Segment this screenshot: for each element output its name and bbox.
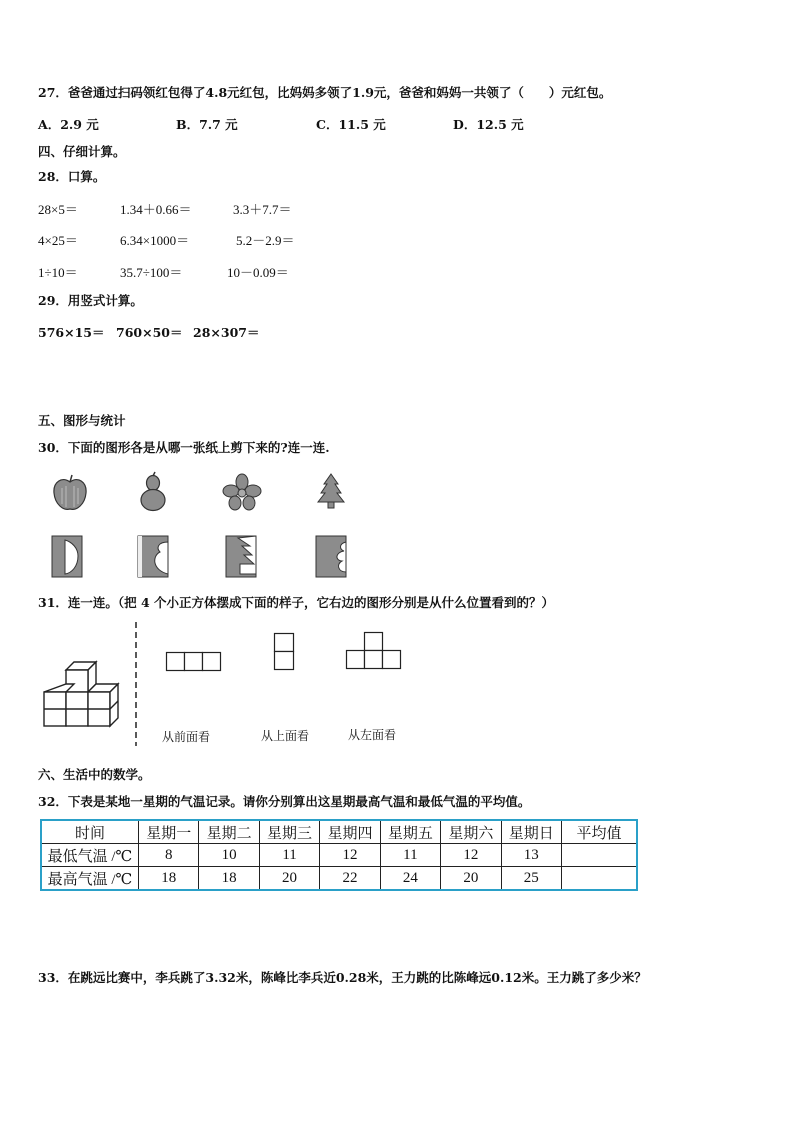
tree-cutout-icon xyxy=(226,536,258,578)
table-header-cell: 星期二 xyxy=(199,820,259,844)
mental-calc-item: 10－0.09＝ xyxy=(227,265,289,280)
mental-calc-item: 6.34×1000＝ xyxy=(120,233,190,248)
vertical-calc-item: 576×15＝ xyxy=(38,325,105,340)
table-cell: 12 xyxy=(320,844,380,867)
table-cell: 20 xyxy=(441,867,501,891)
table-cell: 18 xyxy=(199,867,259,891)
average-answer-cell[interactable] xyxy=(562,867,638,891)
table-header-cell: 星期四 xyxy=(320,820,380,844)
vertical-calc-item: 760×50＝ xyxy=(116,325,183,340)
flower-cutout-icon xyxy=(316,536,348,578)
view-label-top: 从上面看 xyxy=(261,729,310,743)
apple-icon xyxy=(52,474,88,512)
table-cell: 25 xyxy=(501,867,561,891)
section-6-heading: 六、生活中的数学。 xyxy=(38,767,151,782)
question-29-title: 29．用竖式计算。 xyxy=(38,293,143,308)
table-header-cell: 星期五 xyxy=(380,820,440,844)
mental-calc-item: 1.34＋0.66＝ xyxy=(120,202,192,217)
question-30-title: 30．下面的图形各是从哪一张纸上剪下来的?连一连. xyxy=(38,440,330,455)
section-4-heading: 四、仔细计算。 xyxy=(38,144,126,159)
top-view-figure xyxy=(274,633,296,673)
mental-calc-item: 3.3＋7.7＝ xyxy=(233,202,292,217)
apple-cutout-icon xyxy=(52,536,84,578)
left-view-figure xyxy=(346,632,404,672)
mental-calc-item: 1÷10＝ xyxy=(38,265,78,280)
mental-calc-item: 5.2－2.9＝ xyxy=(236,233,295,248)
mental-calc-item: 4×25＝ xyxy=(38,233,78,248)
option-b: B．7.7 元 xyxy=(176,117,238,132)
table-header-cell: 星期三 xyxy=(259,820,319,844)
vertical-calc-item: 28×307＝ xyxy=(193,325,260,340)
table-cell: 10 xyxy=(199,844,259,867)
option-c: C．11.5 元 xyxy=(316,117,386,132)
section-5-heading: 五、图形与统计 xyxy=(38,413,126,428)
tree-icon xyxy=(316,474,346,510)
gourd-cutout-icon xyxy=(138,536,170,578)
row-label: 最低气温 /℃ xyxy=(41,844,139,867)
question-32-title: 32．下表是某地一星期的气温记录。请你分别算出这星期最高气温和最低气温的平均值。 xyxy=(38,794,531,809)
view-label-front: 从前面看 xyxy=(162,730,211,744)
table-header-cell: 星期日 xyxy=(501,820,561,844)
question-28-title: 28．口算。 xyxy=(38,169,106,184)
table-cell: 24 xyxy=(380,867,440,891)
option-a: A．2.9 元 xyxy=(38,117,99,132)
table-cell: 12 xyxy=(441,844,501,867)
flower-icon xyxy=(222,474,262,510)
table-header-cell: 时间 xyxy=(41,820,139,844)
table-header-cell: 星期一 xyxy=(139,820,199,844)
table-header-row xyxy=(41,820,637,844)
temperature-table xyxy=(40,819,638,891)
table-header-cell: 平均值 xyxy=(562,820,638,844)
dashed-divider xyxy=(134,622,138,746)
question-27-text: 27．爸爸通过扫码领红包得了4.8元红包，比妈妈多领了1.9元，爸爸和妈妈一共领了（ ）元红包。 xyxy=(38,85,612,100)
mental-calc-item: 28×5＝ xyxy=(38,202,78,217)
question-33-text: 33．在跳远比赛中，李兵跳了3.32米，陈峰比李兵近0.28米，王力跳的比陈峰远0.12米。王力跳了多少米？ xyxy=(38,970,647,985)
view-label-left: 从左面看 xyxy=(348,728,397,742)
table-cell: 11 xyxy=(380,844,440,867)
table-cell: 20 xyxy=(259,867,319,891)
mental-calc-item: 35.7÷100＝ xyxy=(120,265,183,280)
table-row xyxy=(41,867,637,891)
option-d: D．12.5 元 xyxy=(453,117,524,132)
table-cell: 8 xyxy=(139,844,199,867)
table-cell: 22 xyxy=(320,867,380,891)
question-31-title: 31．连一连。（把 4 个小正方体摆成下面的样子，它右边的图形分别是从什么位置看到的？） xyxy=(38,595,555,610)
gourd-icon xyxy=(138,472,168,512)
table-header-cell: 星期六 xyxy=(441,820,501,844)
table-row xyxy=(41,844,637,867)
row-label: 最高气温 /℃ xyxy=(41,867,139,891)
front-view-figure xyxy=(166,652,222,672)
table-cell: 13 xyxy=(501,844,561,867)
table-cell: 18 xyxy=(139,867,199,891)
table-cell: 11 xyxy=(259,844,319,867)
average-answer-cell[interactable] xyxy=(562,844,638,867)
cube-arrangement-icon xyxy=(44,658,126,730)
